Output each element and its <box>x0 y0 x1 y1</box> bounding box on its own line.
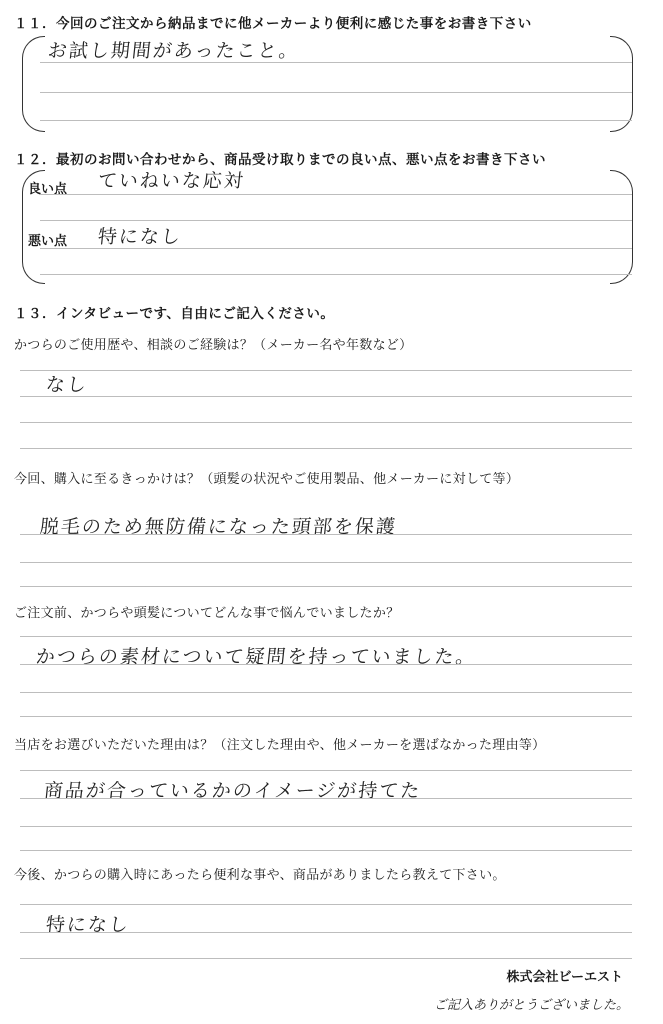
q13-answer-trigger: 脱毛のため無防備になった頭部を保護 <box>38 516 399 538</box>
q13-reason-line-2 <box>20 798 632 799</box>
q13-worries-line-4 <box>20 716 632 717</box>
q13-answer-suggestions: 特になし <box>44 914 132 936</box>
q13-suggestions-line-3 <box>20 958 632 959</box>
q11-bracket-right <box>610 36 633 132</box>
q13-answer-worries: かつらの素材について疑問を持っていました。 <box>34 646 478 668</box>
q13-answer-history: なし <box>44 374 90 396</box>
q13-history-line-1 <box>20 370 632 371</box>
q12-line-4 <box>40 274 632 275</box>
q12-good-answer: ていねいな応対 <box>96 170 247 192</box>
thanks-message: ご記入ありがとうございました。 <box>433 998 629 1013</box>
q13-reason-line-1 <box>20 770 632 771</box>
q12-bad-answer: 特になし <box>96 226 184 248</box>
q11-line-1 <box>40 62 632 63</box>
q13-trigger-line-3 <box>20 586 632 587</box>
q13-history-line-3 <box>20 422 632 423</box>
q12-title: １２．最初のお問い合わせから、商品受け取りまでの良い点、悪い点をお書き下さい <box>14 152 546 168</box>
q12-bracket-right <box>610 170 633 284</box>
company-name: 株式会社ビーエスト <box>506 970 623 985</box>
q13-reason-line-4 <box>20 850 632 851</box>
q13-reason-line-3 <box>20 826 632 827</box>
q11-answer: お試し期間があったこと。 <box>46 40 301 62</box>
q13-worries-line-1 <box>20 636 632 637</box>
q13-worries-line-3 <box>20 692 632 693</box>
q11-bracket-left <box>22 36 45 132</box>
q12-line-2 <box>40 220 632 221</box>
q13-history-line-2 <box>20 396 632 397</box>
q12-bad-label: 悪い点 <box>28 234 68 249</box>
q11-line-2 <box>40 92 632 93</box>
q12-line-1 <box>40 194 632 195</box>
q13-question-reason: 当店をお選びいただいた理由は？（注文した理由や、他メーカーを選ばなかった理由等） <box>14 738 546 753</box>
q13-question-history: かつらのご使用歴や、相談のご経験は？（メーカー名や年数など） <box>14 338 413 353</box>
q11-line-3 <box>40 120 632 121</box>
q13-trigger-line-2 <box>20 562 632 563</box>
q13-suggestions-line-2 <box>20 932 632 933</box>
q13-worries-line-2 <box>20 664 632 665</box>
q13-question-trigger: 今回、購入に至るきっかけは？（頭髪の状況やご使用製品、他メーカーに対して等） <box>14 472 520 487</box>
q13-question-worries: ご注文前、かつらや頭髪についてどんな事で悩んでいましたか？ <box>14 606 400 621</box>
q13-history-line-4 <box>20 448 632 449</box>
q13-title: １３．インタビューです、自由にご記入ください。 <box>14 306 335 322</box>
q13-trigger-line-1 <box>20 534 632 535</box>
q12-line-3 <box>40 248 632 249</box>
q12-good-label: 良い点 <box>28 182 68 197</box>
q13-suggestions-line-1 <box>20 904 632 905</box>
q13-question-suggestions: 今後、かつらの購入時にあったら便利な事や、商品がありましたら教えて下さい。 <box>14 868 506 883</box>
q13-answer-reason: 商品が合っているかのイメージが持てた <box>42 780 423 802</box>
q11-title: １１．今回のご注文から納品までに他メーカーより便利に感じた事をお書き下さい <box>14 16 532 32</box>
